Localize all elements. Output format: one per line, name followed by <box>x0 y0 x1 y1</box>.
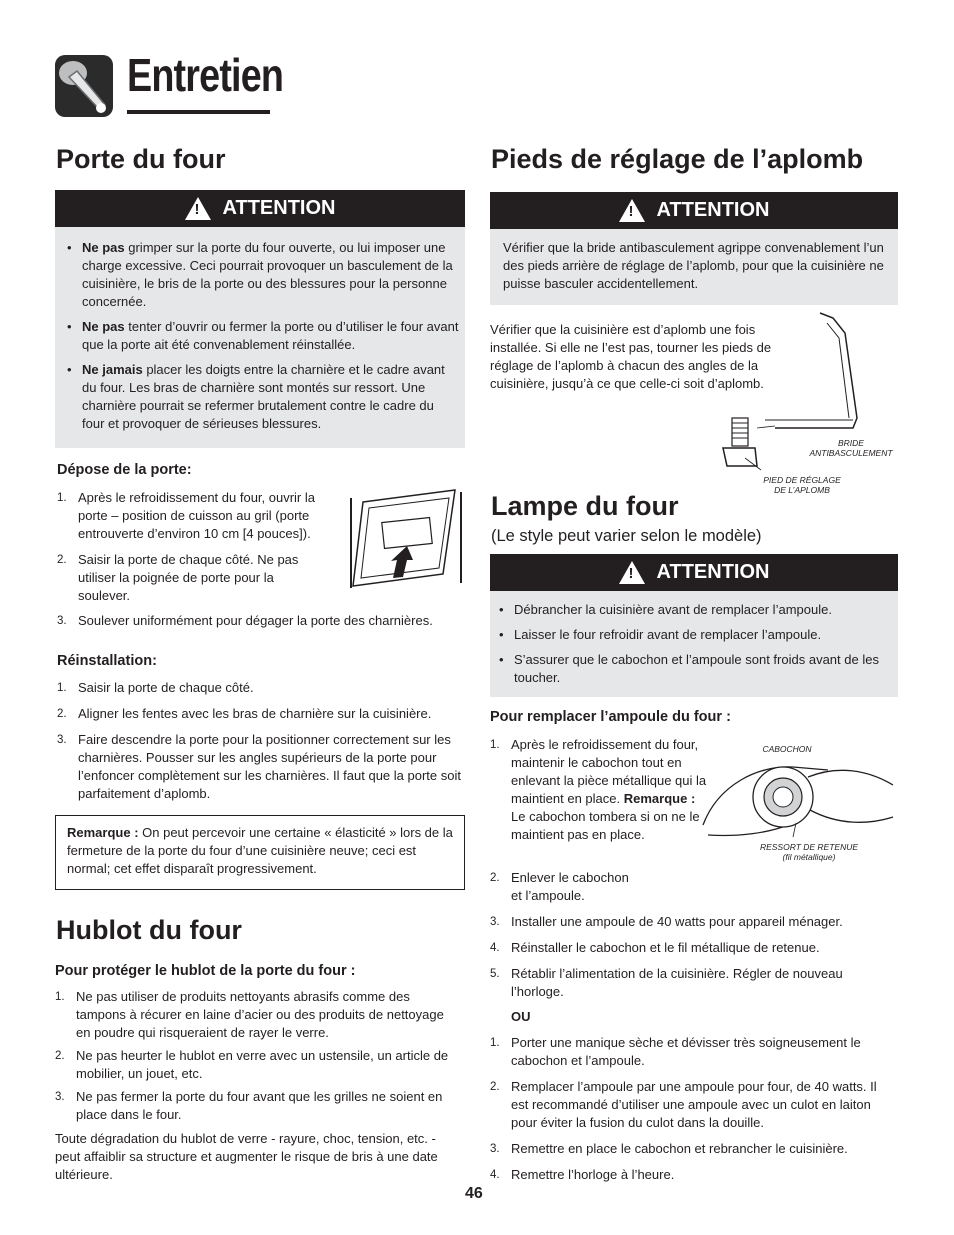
bulb-illustration <box>698 755 898 843</box>
reinstallation-list <box>57 679 467 803</box>
oven-door-illustration <box>343 488 468 593</box>
list-item: • Laisser le four refroidir avant de remplacer l’ampoule. <box>499 627 822 642</box>
porte-title: Porte du four <box>56 144 226 174</box>
list-item: 2. Saisir la porte de chaque côté. Ne pas utiliser la poignée de porte pour la soulever. <box>57 552 299 603</box>
pieds-body: Vérifier que la cuisinière est d’aplomb une fois installée. Si elle ne l’est pas, tourner les pieds de réglage de l’aplomb à chacun des angles de la cuisinière, jusqu’à ce que celle-ci soit d’aplomb. <box>490 322 772 391</box>
hublot-heading: Pour protéger le hublot de la porte du four : <box>55 963 356 979</box>
list-item: 2. Enlever le cabochon et l’ampoule. <box>490 870 629 903</box>
list-item: 3. Faire descendre la porte pour la positionner correctement sur les charnières. Pousser sur les angles supérieurs de la porte pour l’enfoncer complètement sur les charnières. Il faut que la porte soit parfaitement d’aplomb. <box>57 732 461 801</box>
attention-bar <box>490 554 898 591</box>
warning-icon: ! <box>619 561 645 584</box>
steps-list-b <box>490 1034 895 1184</box>
list-item: 3. Soulever uniformément pour dégager la porte des charnières. <box>57 613 433 628</box>
list-item: 3. Installer une ampoule de 40 watts pour appareil ménager. <box>490 914 843 929</box>
caption-cabochon: CABOCHON <box>762 744 812 754</box>
pieds-title: Pieds de réglage de l’aplomb <box>491 144 864 174</box>
list-item: 3. Remettre en place le cabochon et rebrancher le cuisinière. <box>490 1141 848 1156</box>
depose-heading: Dépose de la porte: <box>57 462 192 478</box>
reinstallation-heading: Réinstallation: <box>57 653 157 669</box>
page-number: 46 <box>465 1185 483 1202</box>
warning-text: Vérifier que la bride antibasculement agrippe convenablement l’un des pieds arrière de réglage de l’aplomb, pour que la cuisinière ne puisse basculer accidentellement. <box>503 240 884 291</box>
lampe-title: Lampe du four <box>491 491 679 521</box>
attention-bar <box>55 190 465 227</box>
howto-heading: Pour remplacer l’ampoule du four : <box>490 709 731 725</box>
attention-box <box>490 591 898 697</box>
list-item: • S’assurer que le cabochon et l’ampoule sont froids avant de les toucher. <box>499 652 879 685</box>
attention-label: ATTENTION <box>656 199 770 221</box>
list-item: 2. Aligner les fentes avec les bras de charnière sur la cuisinière. <box>57 706 432 721</box>
list-item: 1. Porter une manique sèche et dévisser très soigneusement le cabochon et l’ampoule. <box>490 1035 861 1068</box>
list-item: 1. Ne pas utiliser de produits nettoyants abrasifs comme des tampons à récurer en laine d’acier ou des produits de nettoyage en poudre qui risqueraient de rayer le verre. <box>55 989 444 1040</box>
or-label: OU <box>511 1009 531 1024</box>
caption-bride: BRIDE ANTIBASCULEMENT <box>809 438 893 458</box>
attention-label: ATTENTION <box>656 561 770 583</box>
warning-icon: ! <box>185 197 211 220</box>
hublot-title: Hublot du four <box>56 915 242 945</box>
depose-list <box>57 489 329 605</box>
list-item: 1. Saisir la porte de chaque côté. <box>57 680 254 695</box>
hublot-list <box>55 988 460 1124</box>
warning-icon: ! <box>619 199 645 222</box>
attention-box <box>55 227 465 448</box>
title-rule <box>127 110 270 114</box>
attention-box <box>490 229 898 305</box>
list-item: 1. Après le refroidissement du four, ouvrir la porte – position de cuisson au gril (porte entrouverte d’environ 10 cm [4 pouces]). <box>57 490 315 541</box>
list-item: 4. Remettre l’horloge à l’heure. <box>490 1167 675 1182</box>
wrench-icon <box>55 55 113 117</box>
list-item: • Ne jamais placer les doigts entre la charnière et le cadre avant du four. Les bras de charnière sont montés sur ressort. Une charnière pourrait se refermer brutalement contre le cadre du four et provoquer de sérieuses blessures. <box>67 362 445 431</box>
lampe-subtitle: (Le style peut varier selon le modèle) <box>491 527 762 545</box>
list-item: • Débrancher la cuisinière avant de remplacer l’ampoule. <box>499 602 832 617</box>
list-item: 1. Après le refroidissement du four, maintenir le cabochon tout en enlevant la pièce métallique qui la maintient en place. Remarque : Le cabochon tombera si on ne le maintient pas en place. <box>490 737 707 842</box>
list-item: 5. Rétablir l’alimentation de la cuisinière. Régler de nouveau l’horloge. <box>490 966 843 999</box>
note-box: Remarque : On peut percevoir une certaine « élasticité » lors de la fermeture de la porte du four d’une cuisinière neuve; ceci est normal; cet effet disparaît progressivement. <box>55 815 465 890</box>
hublot-closing: Toute dégradation du hublot de verre - rayure, choc, tension, etc. - peut affaiblir sa structure et augmenter le risque de bris à une date ultérieure. <box>55 1131 438 1182</box>
attention-label: ATTENTION <box>222 197 336 219</box>
list-item: • Ne pas tenter d’ouvrir ou fermer la porte ou d’utiliser le four avant que la porte ait été convenablement réinstallée. <box>67 319 459 352</box>
list-item: 2. Remplacer l’ampoule par une ampoule pour four, de 40 watts. Il est recommandé d’utiliser une ampoule avec un culot en laiton pour éviter la fusion du culot dans la douille. <box>490 1079 877 1130</box>
caption-ressort: RESSORT DE RETENUE (fil métallique) <box>759 842 859 862</box>
page-title: Entretien <box>127 49 284 101</box>
caption-pied: PIED DE RÉGLAGE DE L’APLOMB <box>763 475 841 495</box>
list-item: 3. Ne pas fermer la porte du four avant que les grilles ne soient en place dans le four. <box>55 1089 443 1122</box>
attention-bar <box>490 192 898 229</box>
steps-list-a <box>490 869 900 1001</box>
list-item: 4. Réinstaller le cabochon et le fil métallique de retenue. <box>490 940 820 955</box>
list-item: 2. Ne pas heurter le hublot en verre avec un ustensile, un article de mobilier, un jouet, etc. <box>55 1048 449 1081</box>
list-item: • Ne pas grimper sur la porte du four ouverte, ou lui imposer une charge excessive. Ceci pourrait provoquer un basculement de la cuisinière, le bris de la porte ou des blessures pour la personne concernée. <box>67 240 453 309</box>
